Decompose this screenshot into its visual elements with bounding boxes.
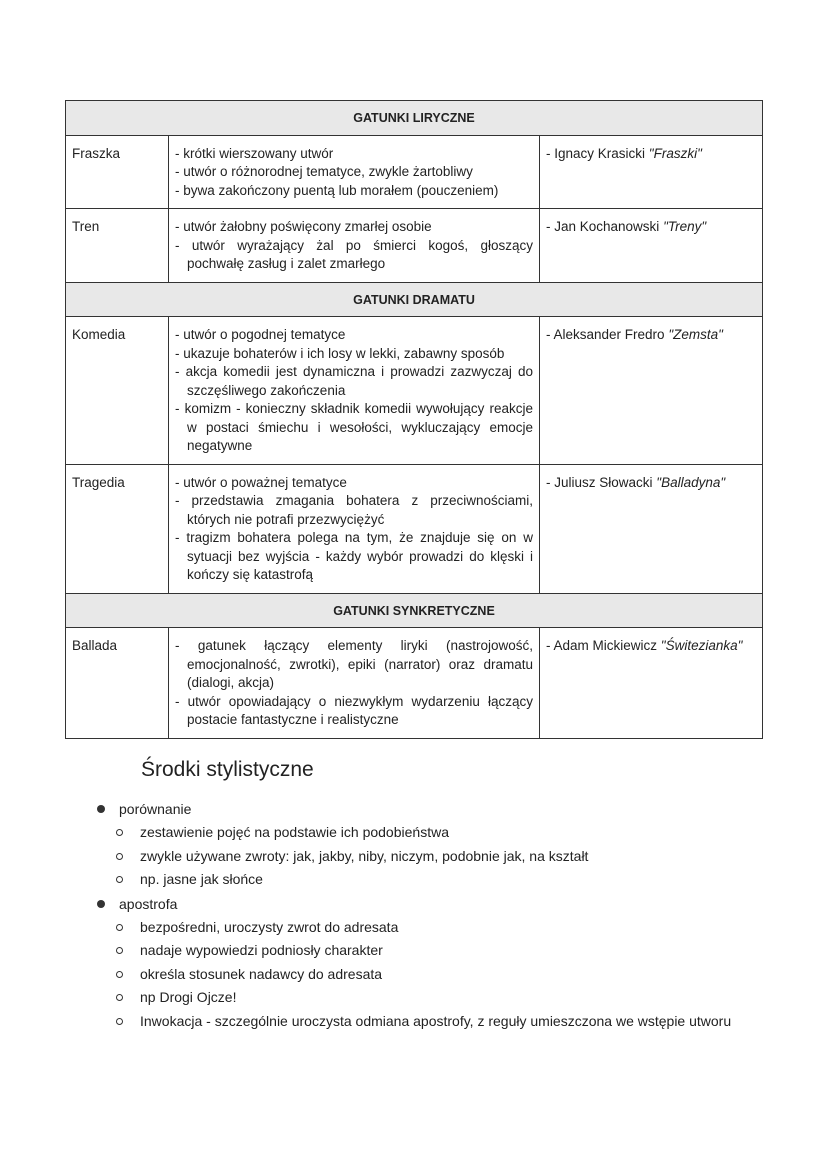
feature-item: - utwór o pogodnej tematyce <box>175 326 533 345</box>
genre-features <box>169 317 540 465</box>
device-point-text: zwykle używane zwroty: jak, jakby, niby, niczym, podobnie jak, na kształt <box>140 847 589 864</box>
feature-item: - przedstawia zmagania bohatera z przeciwnościami, których nie potrafi przezwyciężyć <box>175 492 533 529</box>
example-work: "Balladyna" <box>656 474 726 490</box>
bullet-icon <box>97 805 105 813</box>
genre-row-komedia <box>66 317 763 465</box>
feature-item: - gatunek łączący elementy liryki (nastrojowość, emocjonalność, zwrotki), epiki (narrator) oraz dramatu (dialogi, akcja) <box>175 637 533 693</box>
example-author: - Jan Kochanowski <box>546 219 664 234</box>
syncretic-genres-header: GATUNKI SYNKRETYCZNE <box>66 593 763 628</box>
sub-bullet-icon <box>116 876 123 883</box>
device-name: porównanie <box>119 801 192 817</box>
feature-item: - ukazuje bohaterów i ich losy w lekki, zabawny sposób <box>175 345 533 364</box>
device-name: apostrofa <box>119 895 178 912</box>
syncretic-header-row <box>66 593 763 628</box>
sub-bullet-icon <box>116 853 123 860</box>
genre-example <box>540 317 763 465</box>
genre-row-tren <box>66 209 763 283</box>
genre-features <box>169 628 540 739</box>
example-work: "Świtezianka" <box>660 638 743 653</box>
feature-item: - krótki wierszowany utwór <box>175 145 533 164</box>
feature-item: - komizm - konieczny składnik komedii wywołujący reakcje w postaci śmiechu i wesołości, wykluczający emocje negatywne <box>175 400 533 456</box>
example-author: - Juliusz Słowacki <box>546 474 657 490</box>
drama-genres-header: GATUNKI DRAMATU <box>66 282 763 317</box>
lyric-header-row <box>66 101 763 136</box>
genre-name: Ballada <box>66 628 169 739</box>
example-work: "Treny" <box>663 219 707 234</box>
feature-item: - utwór o różnorodnej tematyce, zwykle żartobliwy <box>175 163 533 182</box>
sub-bullet-icon <box>116 1018 123 1025</box>
genre-name: Komedia <box>66 317 169 465</box>
example-work: "Fraszki" <box>648 145 702 161</box>
example-author: - Aleksander Fredro <box>546 327 669 342</box>
device-point-text: bezpośredni, uroczysty zwrot do adresata <box>140 918 399 935</box>
genre-features <box>169 464 540 593</box>
feature-item: - utwór opowiadający o niezwykłym wydarzeniu łączący postacie fantastyczne i realistyczne <box>175 693 533 730</box>
genre-example <box>540 209 763 283</box>
example-work: "Zemsta" <box>668 327 723 342</box>
genre-row-fraszka <box>66 135 763 209</box>
device-point-text: np Drogi Ojcze! <box>140 989 237 1005</box>
example-author: - Ignacy Krasicki <box>546 145 649 161</box>
feature-item: - utwór żałobny poświęcony zmarłej osobie <box>175 218 533 237</box>
example-author: - Adam Mickiewicz <box>546 638 661 653</box>
genre-features <box>169 135 540 209</box>
sub-bullet-icon <box>116 947 123 954</box>
genre-name: Tragedia <box>66 464 169 593</box>
feature-item: - utwór o poważnej tematyce <box>175 474 533 493</box>
bullet-icon <box>97 900 105 908</box>
genre-row-tragedia <box>66 464 763 593</box>
device-point-text: określa stosunek nadawcy do adresata <box>140 965 383 982</box>
genres-table <box>65 100 763 739</box>
genre-row-ballada <box>66 628 763 739</box>
sub-bullet-icon <box>116 829 123 836</box>
genre-example <box>540 628 763 739</box>
device-point-text: np. jasne jak słońce <box>140 871 263 887</box>
sub-bullet-icon <box>116 994 123 1001</box>
section-title: Środki stylistyczne <box>141 758 314 781</box>
genre-example <box>540 464 763 593</box>
feature-item: - bywa zakończony puentą lub morałem (pouczeniem) <box>175 182 533 201</box>
feature-item: - akcja komedii jest dynamiczna i prowadzi zazwyczaj do szczęśliwego zakończenia <box>175 363 533 400</box>
feature-item: - tragizm bohatera polega na tym, że znajduje się on w sytuacji bez wyjścia - każdy wybór prowadzi do klęski i kończy się katastrofą <box>175 529 533 585</box>
lyric-genres-header: GATUNKI LIRYCZNE <box>66 101 763 136</box>
device-point-text: zestawienie pojęć na podstawie ich podobieństwa <box>140 824 449 840</box>
drama-header-row <box>66 282 763 317</box>
genre-name: Tren <box>66 209 169 283</box>
sub-bullet-icon <box>116 971 123 978</box>
genre-name: Fraszka <box>66 135 169 209</box>
device-point-text: nadaje wypowiedzi podniosły charakter <box>140 942 383 958</box>
device-point-text: Inwokacja - szczególnie uroczysta odmiana apostrofy, z reguły umieszczona we wstępie utworu <box>140 1012 732 1029</box>
sub-bullet-icon <box>116 924 123 931</box>
genre-example <box>540 135 763 209</box>
genre-features <box>169 209 540 283</box>
feature-item: - utwór wyrażający żal po śmierci kogoś, głoszący pochwałę zasług i zalet zmarłego <box>175 237 533 274</box>
